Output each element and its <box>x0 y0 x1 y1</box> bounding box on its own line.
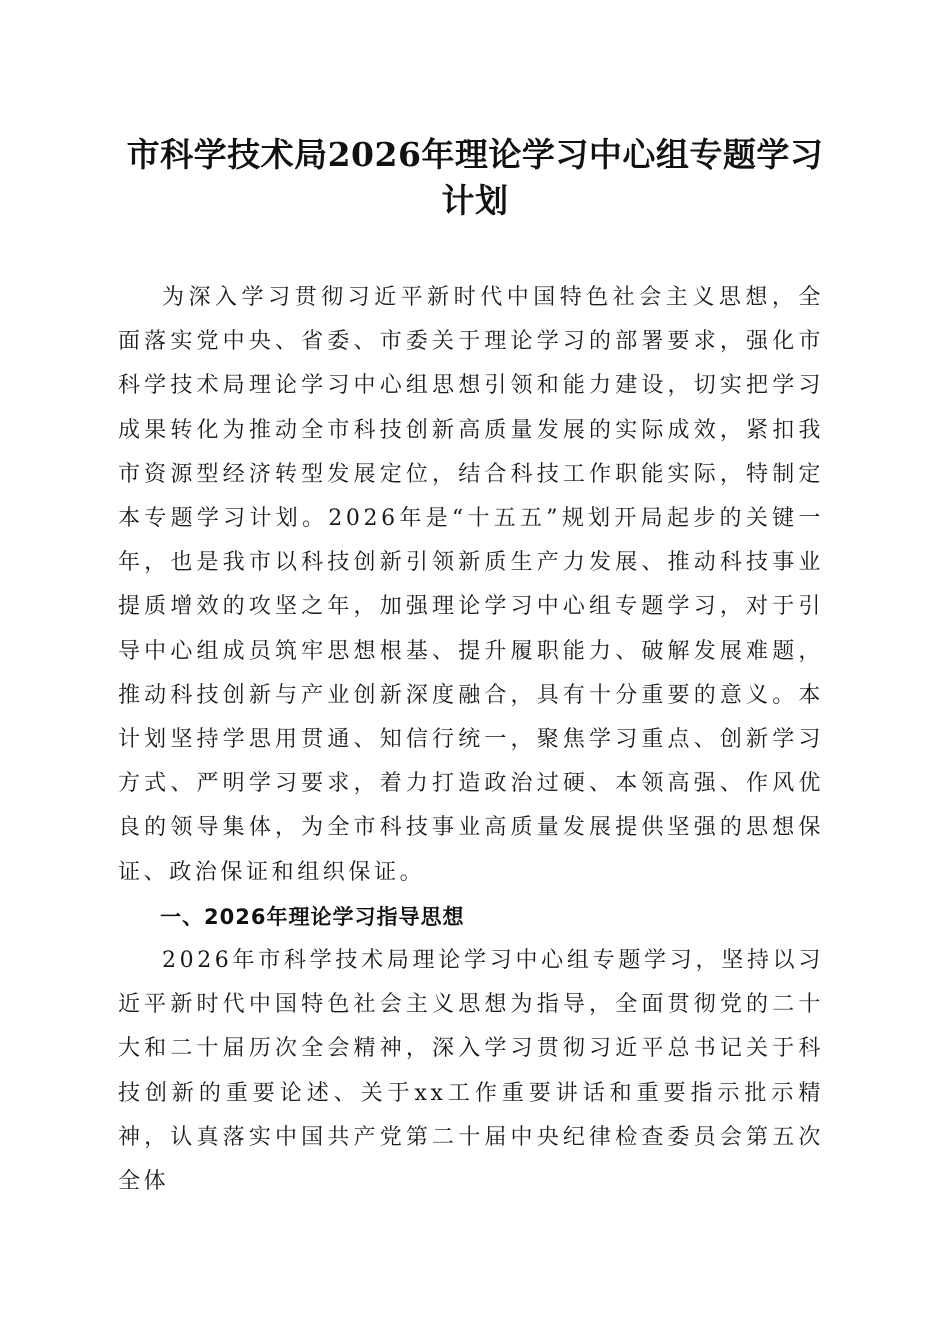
intro-paragraph: 为深入学习贯彻习近平新时代中国特色社会主义思想，全面落实党中央、省委、市委关于理论学习的部署要求，强化市科学技术局理论学习中心组思想引领和能力建设，切实把学习成果转化为推动全市科技创新高质量发展的实际成效，紧扣我市资源型经济转型发展定位，结合科技工作职能实际，特制定本专题学习计划。2026年是“十五五”规划开局起步的关键一年，也是我市以科技创新引领新质生产力发展、推动科技事业提质增效的攻坚之年，加强理论学习中心组专题学习，对于引导中心组成员筑牢思想根基、提升履职能力、破解发展难题，推动科技创新与产业创新深度融合，具有十分重要的意义。本计划坚持学思用贯通、知信行统一，聚焦学习重点、创新学习方式、严明学习要求，着力打造政治过硬、本领高强、作风优良的领导集体，为全市科技事业高质量发展提供坚强的思想保证、政治保证和组织保证。 <box>118 285 824 885</box>
document-title: 市科学技术局2026年理论学习中心组专题学习计划 <box>126 135 824 220</box>
document-body <box>118 276 824 1204</box>
section-heading-1: 一、2026年理论学习指导思想 <box>160 904 465 929</box>
section-1-paragraph: 2026年市科学技术局理论学习中心组专题学习，坚持以习近平新时代中国特色社会主义思想为指导，全面贯彻党的二十大和二十届历次全会精神，深入学习贯彻习近平总书记关于科技创新的重要论述、关于xx工作重要讲话和重要指示批示精神，认真落实中国共产党第二十届中央纪律检查委员会第五次全体 <box>118 948 824 1195</box>
